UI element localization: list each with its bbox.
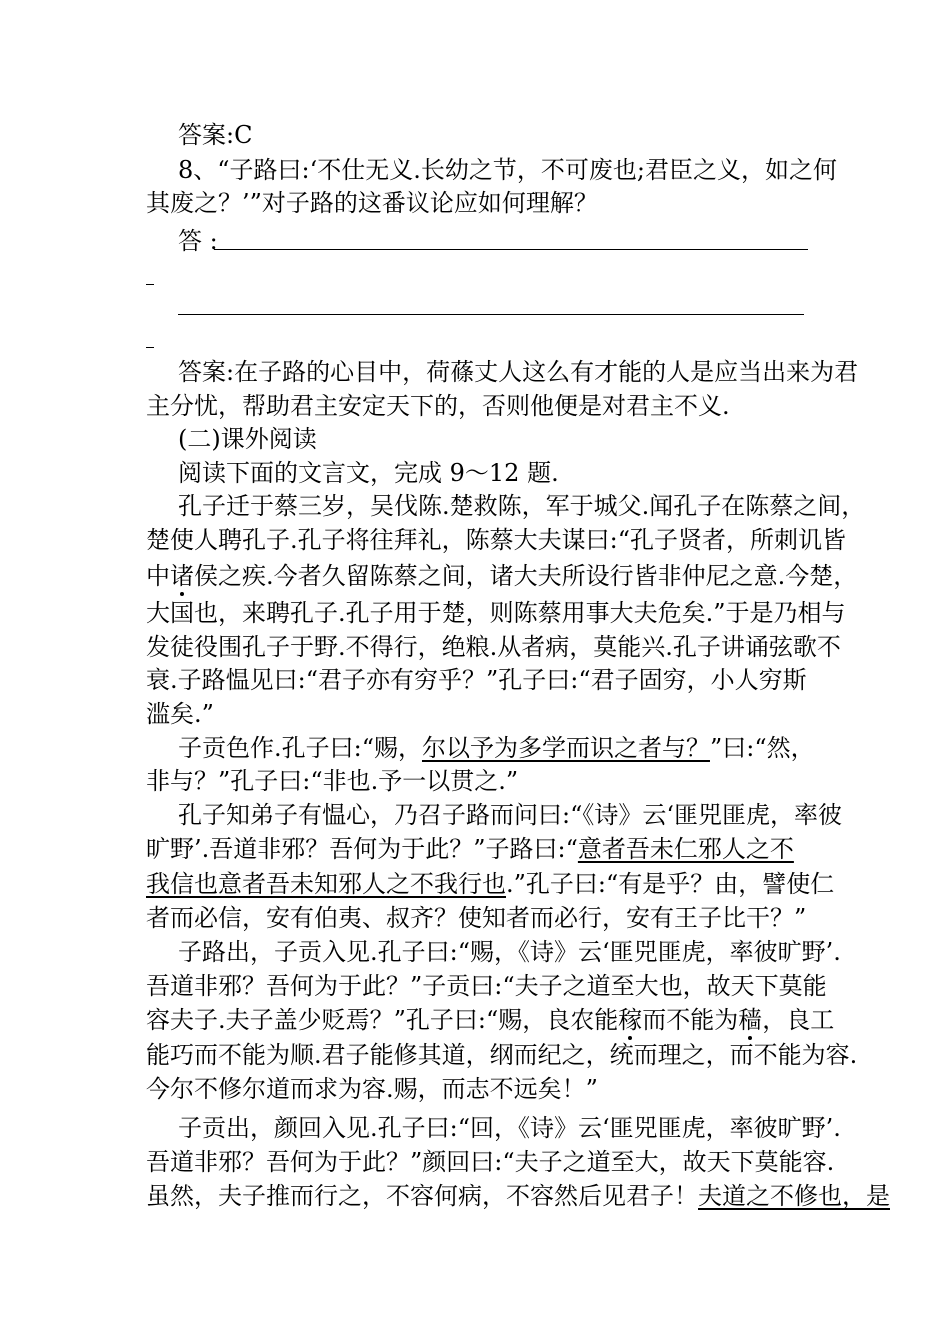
passage-text: .”孔子曰:“有是乎？由，譬使仁 — [506, 870, 835, 898]
answer-blank-line-1 — [214, 249, 808, 250]
passage-line: 能巧而不能为顺.君子能修其道，纲而纪之，统而理之，而不能为容. — [146, 1041, 858, 1069]
passage-text: 而不能为 — [642, 1006, 739, 1034]
passage-text: 子贡色作.孔子曰:“赐， — [178, 734, 422, 762]
q8-answer-line2: 主分忧，帮助君主安定天下的，否则他便是对君主不义. — [146, 392, 730, 420]
answer-label: 答 : — [178, 227, 218, 255]
passage-line — [178, 733, 815, 763]
q7-answer: 答案:C — [178, 121, 253, 149]
passage-line: 非与？”孔子曰:“非也.予一以贯之.” — [146, 767, 519, 795]
passage-line — [146, 834, 794, 864]
passage-line — [146, 1181, 890, 1211]
answer-blank-overflow-2 — [146, 347, 154, 348]
underlined-sentence: 夫道之不修也，是 — [698, 1182, 890, 1210]
answer-blank-line-2 — [178, 314, 804, 315]
passage-line — [146, 869, 834, 899]
passage-line: 子路出，子贡入见.孔子曰:“赐，《诗》云‘匪兕匪虎，率彼旷野’. — [178, 938, 841, 966]
passage-text: ”曰:“然， — [709, 734, 815, 762]
emphasis-dotted-char: 穑 — [738, 1006, 763, 1034]
emphasis-dotted-char: 诸 — [170, 562, 194, 590]
section-instruction: 阅读下面的文言文，完成 9～12 题. — [178, 459, 559, 487]
section-heading: (二)课外阅读 — [178, 425, 317, 453]
passage-line: 衰.子路愠见曰:“君子亦有穷乎？”孔子曰:“君子固穷，小人穷斯 — [146, 666, 807, 694]
passage-line: 发徒役围孔子于野.不得行，绝粮.从者病，莫能兴.孔子讲诵弦歌不 — [146, 633, 841, 661]
passage-line: 今尔不修尔道而求为容.赐，而志不远矣！” — [146, 1075, 598, 1103]
passage-line: 吾道非邪？吾何为于此？”子贡曰:“夫子之道至大也，故天下莫能 — [146, 972, 827, 1000]
passage-line: 容夫子.夫子盖少贬焉？”孔子曰:“赐，良农能稼而不能为穑，良工 — [146, 1006, 835, 1034]
passage-line: 吾道非邪？吾何为于此？”颜回曰:“夫子之道至大，故天下莫能容. — [146, 1148, 835, 1176]
answer-blank-overflow-1 — [146, 284, 154, 285]
passage-text: ，良工 — [762, 1006, 835, 1034]
passage-text: 中 — [146, 562, 170, 590]
passage-text: 侯之疾.今者久留陈蔡之间，诸大夫所设行皆非仲尼之意.今楚， — [194, 562, 858, 590]
emphasis-dotted-char: 稼 — [618, 1006, 643, 1034]
q8-question-line1: 8、“子路曰:‘不仕无义.长幼之节，不可废也;君臣之义，如之何 — [178, 156, 837, 184]
passage-line: 子贡出，颜回入见.孔子曰:“回，《诗》云‘匪兕匪虎，率彼旷野’. — [178, 1114, 841, 1142]
passage-line: 孔子迁于蔡三岁，吴伐陈.楚救陈，军于城父.闻孔子在陈蔡之间， — [178, 492, 866, 520]
passage-line: 孔子知弟子有愠心，乃召子路而问曰:“《诗》云‘匪兕匪虎，率彼 — [178, 801, 842, 829]
passage-line: 滥矣.” — [146, 700, 214, 728]
underlined-sentence: 意者吾未仁邪人之不 — [577, 835, 794, 863]
q8-answer-line1: 答案:在子路的心目中，荷蓧丈人这么有才能的人是应当出来为君 — [178, 358, 859, 386]
passage-text: 旷野’.吾道非邪？吾何为于此？”子路曰:“ — [146, 835, 578, 863]
passage-line: 大国也，来聘孔子.孔子用于楚，则陈蔡用事大夫危矣.”于是乃相与 — [146, 599, 846, 627]
passage-text: 虽然，夫子推而行之，不容何病，不容然后见君子！ — [146, 1182, 698, 1210]
passage-line: 楚使人聘孔子.孔子将往拜礼，陈蔡大夫谋曰:“孔子贤者，所刺讥皆 — [146, 526, 846, 554]
underlined-sentence: 我信也意者吾未知邪人之不我行也 — [146, 870, 506, 898]
underlined-sentence: 尔以予为多学而识之者与？ — [421, 734, 710, 762]
q8-question-line2: 其废之？’”对子路的这番议论应如何理解？ — [146, 189, 598, 217]
passage-line: 者而必信，安有伯夷、叔齐？使知者而必行，安有王子比干？” — [146, 904, 807, 932]
passage-line — [146, 561, 857, 591]
